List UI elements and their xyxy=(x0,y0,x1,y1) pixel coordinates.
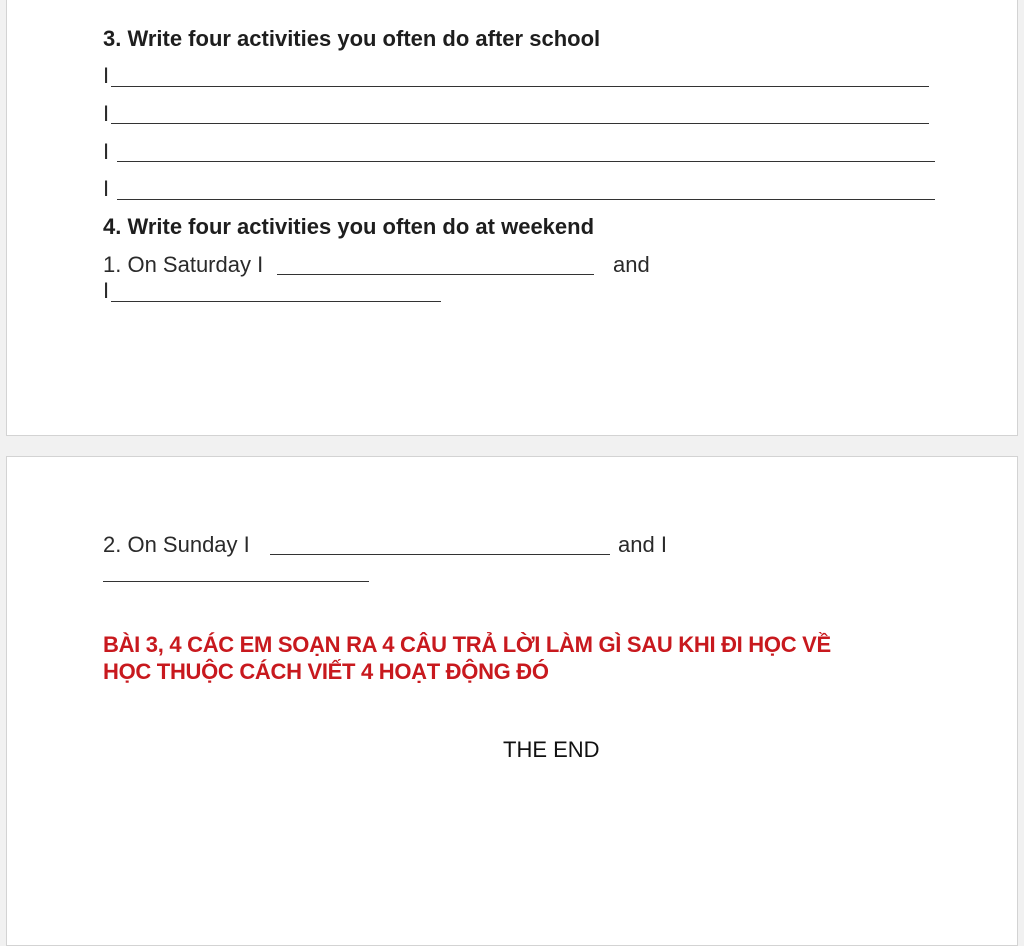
the-end-text: THE END xyxy=(503,737,600,762)
saturday-and-label: and xyxy=(613,252,650,277)
saturday-second-answer-line[interactable] xyxy=(111,301,441,302)
saturday-answer-line[interactable] xyxy=(277,274,594,275)
sunday-and-label: and I xyxy=(618,532,667,557)
answer-line-prefix: I xyxy=(103,101,110,126)
sunday-label: 2. On Sunday I xyxy=(103,532,250,557)
answer-line[interactable] xyxy=(111,86,929,87)
instruction-line-1: BÀI 3, 4 CÁC EM SOẠN RA 4 CÂU TRẢ LỜI LÀM GÌ SAU KHI ĐI HỌC VỀ xyxy=(103,632,831,657)
answer-line-prefix: I xyxy=(103,176,110,201)
saturday-label: 1. On Saturday I xyxy=(103,252,264,277)
answer-line[interactable] xyxy=(117,161,935,162)
sunday-second-answer-line[interactable] xyxy=(103,581,369,582)
answer-line-prefix: I xyxy=(103,63,110,88)
answer-line[interactable] xyxy=(117,199,935,200)
sunday-answer-line[interactable] xyxy=(270,554,610,555)
question-4-heading: 4. Write four activities you often do at weekend xyxy=(103,214,595,239)
document-page-1 xyxy=(6,0,1018,436)
question-3-heading: 3. Write four activities you often do after school xyxy=(103,26,601,51)
document-page-2 xyxy=(6,456,1018,946)
instruction-line-2: HỌC THUỘC CÁCH VIẾT 4 HOẠT ĐỘNG ĐÓ xyxy=(103,659,549,684)
saturday-second-prefix: I xyxy=(103,278,110,303)
answer-line[interactable] xyxy=(111,123,929,124)
answer-line-prefix: I xyxy=(103,139,110,164)
